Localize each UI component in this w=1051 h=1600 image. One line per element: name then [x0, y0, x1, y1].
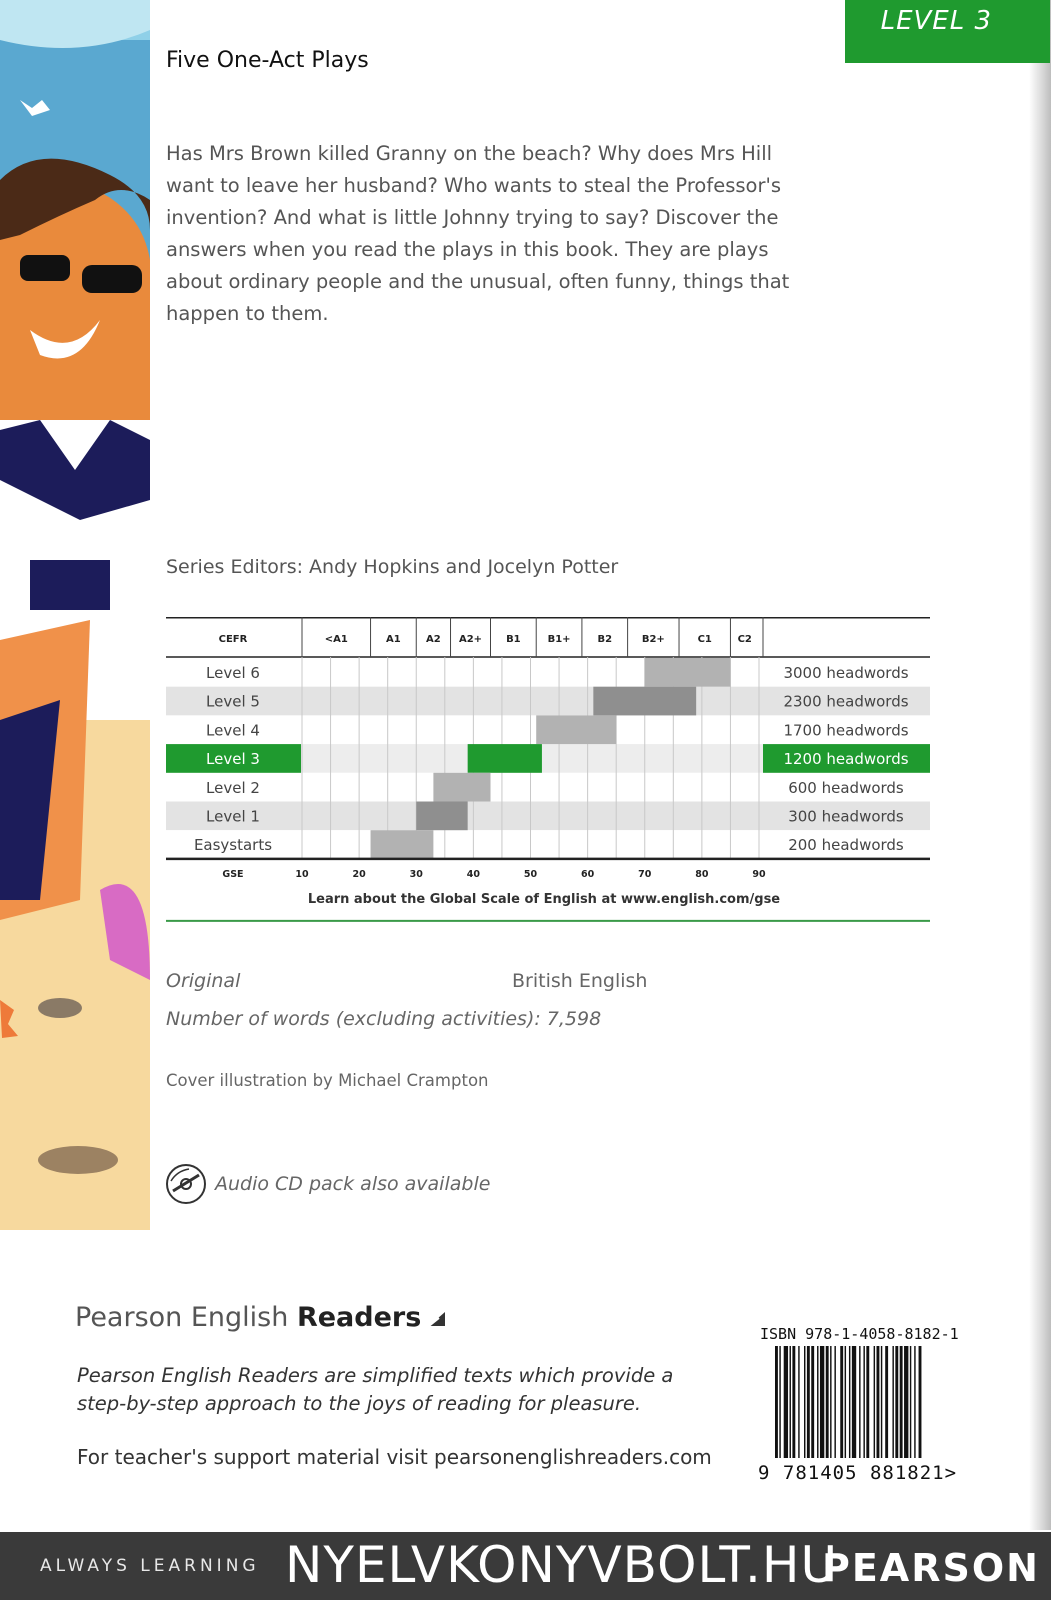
level-row-label: Level 2 [206, 778, 260, 797]
headwords-label: 300 headwords [788, 807, 904, 826]
original-label: Original [166, 970, 241, 992]
level-range-bar [371, 830, 434, 859]
cd-icon [165, 1163, 207, 1205]
cefr-level-label: <A1 [324, 634, 348, 645]
gse-tick-label: 50 [523, 868, 538, 880]
audio-cd-text: Audio CD pack also available [215, 1173, 491, 1195]
gse-tick-label: 10 [295, 868, 309, 880]
series-editors: Series Editors: Andy Hopkins and Jocelyn Potter [166, 556, 619, 578]
cefr-level-label: B1 [506, 634, 521, 645]
chart-footnote: Learn about the Global Scale of English at www.english.com/gse [307, 891, 781, 907]
level-range-bar [645, 658, 731, 687]
gse-axis-label: GSE [222, 868, 244, 880]
cefr-level-label: B2 [597, 634, 613, 645]
series-tagline: Pearson English Readers are simplified texts which provide a step-by-step approach to the joys of reading for pleasure. [77, 1364, 674, 1415]
cefr-level-label: A2 [426, 634, 441, 645]
barcode-bar [798, 1346, 799, 1458]
teacher-support-note: For teacher's support material visit pearsonenglishreaders.com [77, 1445, 712, 1469]
headwords-label: 1700 headwords [783, 721, 909, 740]
headwords-label: 600 headwords [788, 778, 904, 797]
barcode-bar [885, 1346, 888, 1458]
cefr-header-label: CEFR [218, 634, 248, 645]
gse-tick-label: 80 [695, 868, 709, 880]
barcode-bar [900, 1346, 903, 1458]
barcode-bar [784, 1346, 788, 1458]
barcode-bar [877, 1346, 880, 1458]
cefr-level-chart [166, 617, 930, 937]
barcode-bar [830, 1346, 831, 1458]
headwords-label: 2300 headwords [783, 692, 909, 711]
barcode-number: 9 781405 881821 [758, 1462, 945, 1484]
audio-cd-note [165, 1163, 490, 1205]
level-range-bar [468, 744, 542, 773]
headwords-label: 1200 headwords [783, 750, 909, 769]
headwords-label: 200 headwords [788, 836, 904, 855]
barcode-bar [811, 1346, 814, 1458]
level-row-label: Level 5 [206, 692, 260, 711]
barcode-digits [758, 1462, 957, 1484]
level-row-label: Level 1 [206, 807, 260, 826]
level-range-bar [536, 715, 616, 744]
gse-tick-label: 40 [466, 868, 480, 880]
cefr-level-label: A1 [386, 634, 401, 645]
series-name-light: Pearson English [75, 1302, 297, 1333]
level-row-label: Level 3 [206, 750, 260, 769]
page-edge-shadow [1029, 0, 1051, 1530]
barcode-bar [826, 1346, 829, 1458]
barcode-bar [874, 1346, 875, 1458]
barcode-bar [892, 1346, 893, 1458]
original-value: British English [512, 970, 648, 992]
barcode-bar [881, 1346, 882, 1458]
level-row-label: Level 4 [206, 721, 260, 740]
barcode [775, 1346, 980, 1458]
barcode-bar [792, 1346, 795, 1458]
barcode-bar [820, 1346, 824, 1458]
level-range-bar [416, 802, 467, 831]
barcode-bar [852, 1346, 856, 1458]
barcode-bar [779, 1346, 780, 1458]
cefr-level-label: C2 [737, 634, 752, 645]
series-name-bold: Readers [296, 1302, 422, 1333]
gse-tick-label: 60 [581, 868, 595, 880]
shop-watermark: NYELVKONYVBOLT.HU [285, 1536, 839, 1594]
book-title: Five One-Act Plays [166, 48, 369, 73]
cefr-chart-svg [166, 617, 930, 937]
cefr-level-label: A2+ [458, 634, 483, 645]
barcode-bar [817, 1346, 818, 1458]
level-row-label: Level 6 [206, 664, 260, 682]
barcode-bar [904, 1346, 908, 1458]
level-range-bar [433, 773, 490, 802]
barcode-bar [790, 1346, 791, 1458]
gse-tick-label: 90 [752, 868, 766, 880]
publisher-logo: PEARSON [822, 1546, 1040, 1590]
series-mark-icon [427, 1308, 447, 1328]
series-name [75, 1302, 447, 1333]
level-range-bar [593, 687, 696, 716]
word-count: Number of words (excluding activities): 7,598 [166, 1008, 602, 1030]
headwords-label: 3000 headwords [783, 664, 909, 682]
gse-tick-label: 30 [409, 868, 423, 880]
barcode-arrow: > [944, 1462, 958, 1484]
illustration-credit: Cover illustration by Michael Crampton [166, 1071, 489, 1090]
barcode-bar [866, 1346, 869, 1458]
barcode-bar [834, 1346, 835, 1458]
gse-tick-label: 70 [638, 868, 652, 880]
barcode-bar [840, 1346, 843, 1458]
book-blurb: Has Mrs Brown killed Granny on the beach? Why does Mrs Hill want to leave her husband? Who wants to steal the Professor's invention? And what is little Johnny trying to say? Discover the answers when you read the plays in this book. They are plays about ordinary people and the unusual, often funny, things that happen to them. [166, 142, 790, 325]
barcode-bar [845, 1346, 846, 1458]
cover-illustration [0, 0, 150, 1230]
gse-tick-label: 20 [352, 868, 366, 880]
level-row-label: Easystarts [193, 836, 273, 855]
barcode-bar [849, 1346, 850, 1458]
barcode-bar [804, 1346, 805, 1458]
cefr-level-label: B2+ [641, 634, 665, 645]
barcode-bar [775, 1346, 778, 1458]
barcode-bar [914, 1346, 915, 1458]
barcode-bar [919, 1346, 922, 1458]
cefr-level-label: C1 [697, 634, 712, 645]
footer-always-learning: ALWAYS LEARNING [40, 1556, 260, 1576]
barcode-bar [910, 1346, 911, 1458]
barcode-bar [895, 1346, 898, 1458]
barcode-bar [807, 1346, 810, 1458]
isbn: ISBN 978-1-4058-8182-1 [760, 1325, 959, 1343]
barcode-bar [859, 1346, 860, 1458]
barcode-bar [863, 1346, 864, 1458]
cefr-level-label: B1+ [547, 634, 571, 645]
level-tab: LEVEL 3 [845, 0, 1050, 63]
